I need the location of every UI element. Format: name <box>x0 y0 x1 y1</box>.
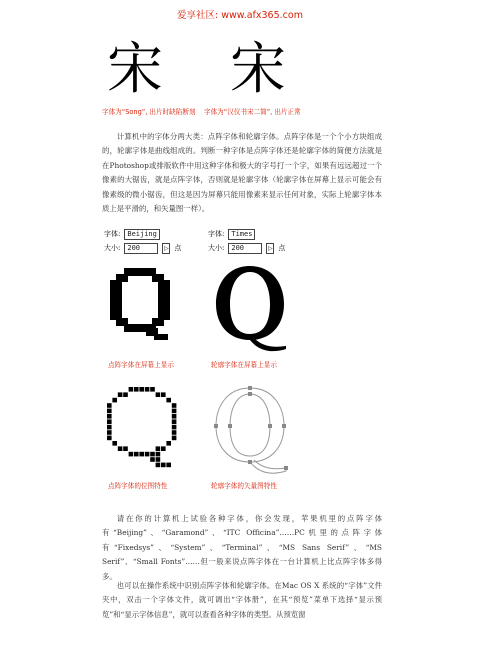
caption-bitmap-screen: 点阵字体在屏幕上显示 <box>108 361 174 369</box>
font-panel-bitmap <box>104 228 214 254</box>
font-select-times[interactable]: Times <box>228 229 255 240</box>
caption-song-broken: 字体为“Song”, 出片时缺陷断刻 <box>102 108 196 116</box>
bitmap-pixel <box>172 414 177 419</box>
bitmap-pixel <box>107 436 112 441</box>
bitmap-pixel <box>166 398 171 403</box>
bitmap-pixel <box>139 452 144 457</box>
bitmap-pixel <box>156 392 161 397</box>
brand-name: 爱享社区: <box>177 10 219 21</box>
bitmap-pixel <box>161 463 166 468</box>
size-input[interactable]: 200 <box>124 243 158 254</box>
paragraph-bitmap-fonts: 请在你的计算机上试验各种字体，你会发现，苹果机里的点阵字体有“Beijing”、“Garamond”、“ITC Officina”……PC机里的点阵字体有“Fixedsys”、“System”、“Terminal”、“MS Sans Serif”、“MS Serif”、“Small Fonts”……但一般来说点阵字体在一台计算机上比点阵字体多得多。 <box>102 514 382 581</box>
bitmap-pixel <box>172 430 177 435</box>
bitmap-pixel <box>156 452 161 457</box>
size-label: 大小: <box>104 244 121 252</box>
size-arrow-icon[interactable]: ▷ <box>164 244 169 252</box>
size-unit: 点 <box>278 244 286 252</box>
bitmap-pixel <box>112 441 117 446</box>
font-label: 字体: <box>208 230 225 238</box>
bitmap-pixel <box>172 409 177 414</box>
bitmap-pixel <box>150 452 155 457</box>
bitmap-pixel <box>118 446 123 451</box>
bitmap-pixel <box>134 387 139 392</box>
caption-song-normal: 字体为“汉仪书宋二简”, 出片正常 <box>204 108 301 116</box>
bitmap-pixel <box>107 419 112 424</box>
size-input[interactable]: 200 <box>228 243 262 254</box>
bitmap-pixel <box>107 430 112 435</box>
outline-q-vector <box>210 382 290 476</box>
bitmap-pixel <box>172 425 177 430</box>
bitmap-pixel <box>107 403 112 408</box>
bitmap-pixel <box>129 452 134 457</box>
size-arrow-icon[interactable]: ▷ <box>268 244 273 252</box>
bitmap-pixel <box>166 441 171 446</box>
size-label: 大小: <box>208 244 225 252</box>
caption-bitmap-detail: 点阵字体的位图特性 <box>108 482 168 490</box>
bitmap-pixel <box>129 387 134 392</box>
bitmap-pixel <box>134 452 139 457</box>
glyph-song-broken: 宋 <box>107 37 163 102</box>
bitmap-pixel <box>145 387 150 392</box>
bitmap-pixel <box>118 392 123 397</box>
bitmap-pixel <box>161 446 166 451</box>
caption-outline-detail: 轮廓字体的矢量图特性 <box>211 482 277 490</box>
bitmap-pixel <box>161 392 166 397</box>
bitmap-pixel <box>107 414 112 419</box>
bitmap-pixel <box>123 446 128 451</box>
paragraph-os-identify: 也可以在操作系统中识别点阵字体和轮廓字体。在Mac OS X 系统的“字体”文件夹中，双击一个字体文件，就可调出“字体册”，在其“预览”菜单下选择“显示预览”和“显示字体信息”，就可以查看各种字体的类型。从预览窗 <box>102 581 382 619</box>
bitmap-pixel <box>156 457 161 462</box>
caption-outline-screen: 轮廓字体在屏幕上显示 <box>211 361 277 369</box>
bitmap-pixel <box>156 463 161 468</box>
glyph-song-normal: 宋 <box>230 37 286 102</box>
bitmap-pixel <box>172 436 177 441</box>
size-unit: 点 <box>174 244 182 252</box>
bitmap-pixel <box>107 425 112 430</box>
site-header <box>0 7 480 21</box>
bitmap-q-detail <box>107 385 179 471</box>
bitmap-pixel <box>145 452 150 457</box>
font-label: 字体: <box>104 230 121 238</box>
bitmap-pixel <box>172 403 177 408</box>
paragraph-intro: 计算机中的字体分两大类：点阵字体和轮廓字体。点阵字体是一个个小方块组成的，轮廓字体是曲线组成的。判断一种字体是点阵字体还是轮廓字体的简便方法就是在Photoshop或排版软件中用这种字体和极大的字号打一个字，如果有远远超过一个像素的大锯齿，就是点阵字体，否则就是轮廓字体（轮廓字体在屏幕上显示可能会有像素级的微小锯齿，但这是因为屏幕只能用像素来显示任何对象，实际上轮廓字体本质上是平滑的，和矢量图一样）。 <box>102 132 382 214</box>
bitmap-pixel <box>112 398 117 403</box>
bitmap-pixel <box>166 463 171 468</box>
font-select-beijing[interactable]: Beijing <box>124 229 160 240</box>
bitmap-q-glyph <box>106 266 176 350</box>
bitmap-pixel <box>156 446 161 451</box>
bitmap-pixel <box>150 387 155 392</box>
bitmap-pixel <box>139 387 144 392</box>
site-url[interactable]: www.afx365.com <box>221 10 303 21</box>
outline-q-glyph <box>210 262 290 354</box>
bitmap-pixel <box>172 419 177 424</box>
bitmap-pixel <box>123 392 128 397</box>
bitmap-pixel <box>107 409 112 414</box>
font-panel-outline <box>208 228 318 254</box>
bitmap-pixel <box>150 457 155 462</box>
